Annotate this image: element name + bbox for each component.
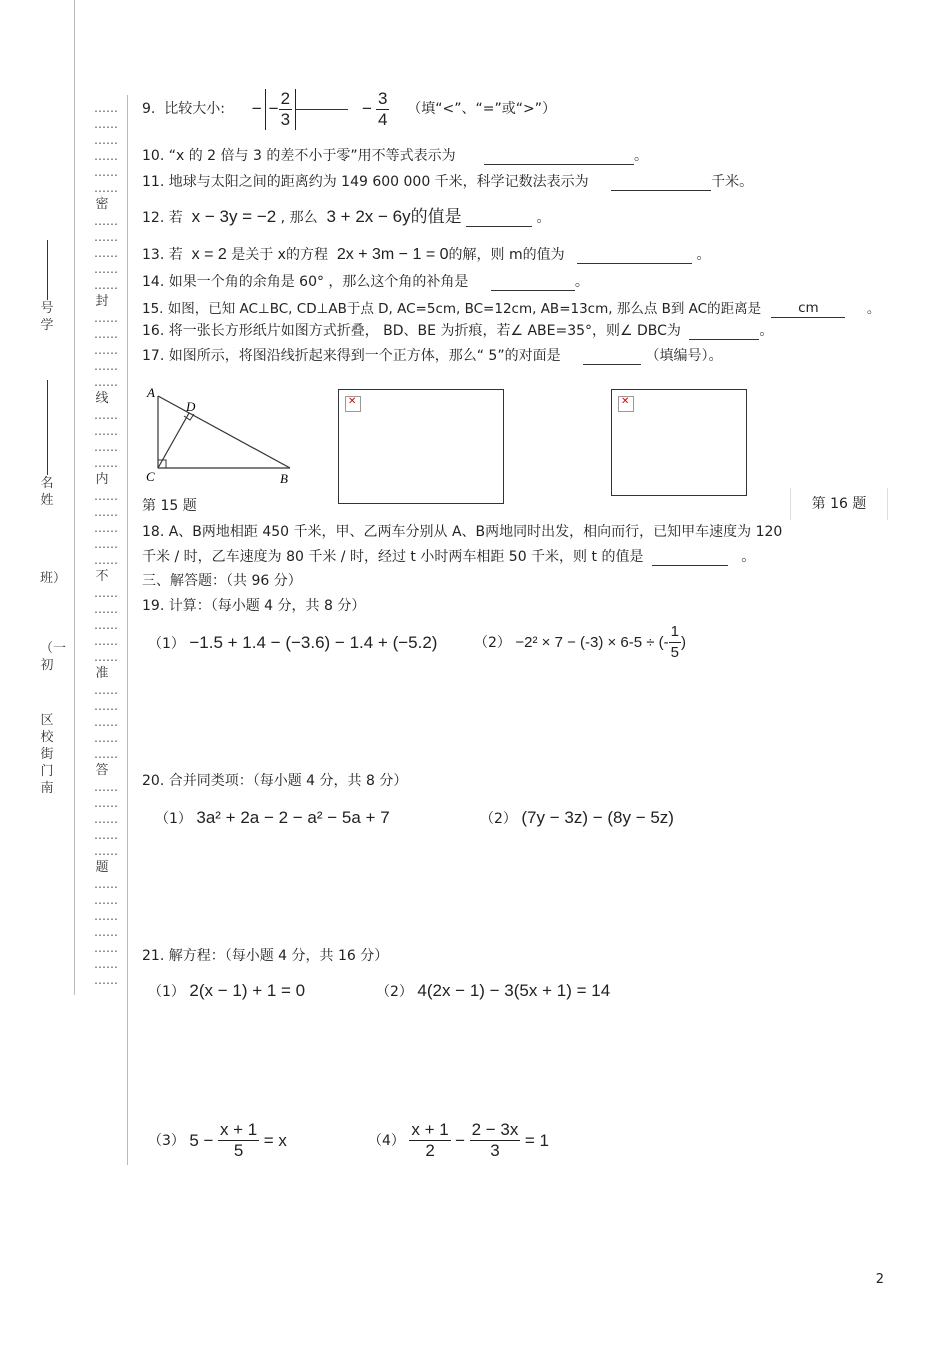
question-12: 12. 若 x − 3y = −2 , 那么 3 + 2x − 6y的值是 。 [142,207,551,227]
margin-label-grade: （一初 [40,641,67,673]
figure-16-caption: 第 16 题 [790,488,888,520]
question-14: 14. 如果一个角的余角是 60° ，那么这个角的补角是 。 [142,274,589,290]
answer-blank-16[interactable] [689,339,759,340]
seal-char: 不 [95,569,109,584]
question-19-part1: （1） −1.5 + 1.4 − (−3.6) − 1.4 + (−5.2) [148,633,438,652]
answer-blank-12[interactable] [466,226,532,227]
margin-label-school: 区校街门南 [40,713,54,796]
answer-blank-10[interactable] [484,164,634,165]
question-18-line2: 千米 / 时，乙车速度为 80 千米 / 时，经过 t 小时两车相距 50 千米，则 t 的值是 。 [142,549,756,565]
question-16: 16. 将一张长方形纸片如图方式折叠， BD、BE 为折痕，若∠ ABE=35°，则∠ DBC为 。 [142,323,774,339]
answer-blank-9[interactable] [296,109,348,110]
question-19-title: 19. 计算：（每小题 4 分，共 8 分） [142,598,366,614]
margin-line-right [127,95,128,1165]
vertex-c-label: C [146,469,155,484]
question-13: 13. 若 x = 2 是关于 x的方程 2x + 3m − 1 = 0的解，则 m的值为 。 [142,246,711,263]
margin-label-student-number: 号学 [40,240,54,334]
vertex-b-label: B [280,471,288,486]
margin-label-name: 名姓 [40,380,54,509]
page-number: 2 [875,1272,884,1287]
question-21-title: 21. 解方程：（每小题 4 分，共 16 分） [142,948,389,964]
vertex-d-label: D [186,399,196,414]
answer-blank-13[interactable] [577,263,692,264]
section-3-title: 三、解答题：（共 96 分） [142,573,302,589]
question-21-part1: （1） 2(x − 1) + 1 = 0 [148,981,306,1000]
seal-char: 准 [95,666,109,681]
question-20-part2: （2） (7y − 3z) − (8y − 5z) [480,808,674,827]
answer-blank-18[interactable] [652,565,728,566]
figure-16-image [338,389,504,504]
question-20-title: 20. 合并同类项：（每小题 4 分，共 8 分） [142,773,408,789]
figure-17-image [611,389,747,496]
question-11: 11. 地球与太阳之间的距离约为 149 600 000 千米，科学记数法表示为 千米。 [142,174,754,190]
seal-char: 密 [95,197,109,212]
margin-label-class: 班） [40,571,67,586]
seal-char: 答 [95,763,109,778]
question-10: 10. “x 的 2 倍与 3 的差不小于零”用不等式表示为 。 [142,148,649,164]
seal-char: 封 [95,294,109,309]
answer-blank-17[interactable] [583,364,641,365]
question-18-line1: 18. A、B两地相距 450 千米，甲、乙两车分别从 A、B两地同时出发，相向而行，已知甲车速度为 120 [142,524,783,540]
question-21-part2: （2） 4(2x − 1) − 3(5x + 1) = 14 [376,981,611,1000]
margin-line-left [74,0,75,995]
question-21-part4: （4） $\frac{x + 1}{2}$ − $\frac{2 - 3x}{3}$ = 1 [368,1120,549,1160]
question-17: 17. 如图所示，将图沿线折起来得到一个正方体，那么“ 5”的对面是 （填编号）。 [142,348,723,364]
seal-char: 内 [95,472,109,487]
question-9: 9. 比较大小: − − $\frac{2}{3}$ − $\frac{3}{4}$ （填“<”、“=”或“>”） [142,88,556,129]
seal-column: …… …… …… …… …… …… 密 …… …… …… …… …… 封 …… …… …… …… …… 线 …… …… …… …… 内 …… …… …… …… …… 不 …… …… …… …… …… 准 …… …… …… …… …… 答 …… …… …… …… …… 题 …… …… …… …… …… …… …… [94,101,118,987]
answer-blank-15[interactable]: cm [771,299,845,318]
question-19-part2: （2） −2² × 7 − (-3) × 6-5 ÷ (- $\frac{1}{5}$ ) [474,623,687,661]
question-21-part3: （3） 5 − $\frac{x + 1}{5}$ = x [148,1120,287,1160]
answer-blank-14[interactable] [491,290,575,291]
vertex-a-label: A [147,385,155,400]
question-20-part1: （1） 3a² + 2a − 2 − a² − 5a + 7 [155,808,390,827]
answer-blank-11[interactable] [611,190,711,191]
figure-15-caption: 第 15 题 [142,498,197,514]
question-15: 15. 如图，已知 AC⊥BC, CD⊥AB于点 D, AC=5cm, BC=12cm, AB=13cm, 那么点 B到 AC的距离是 cm 。 [142,300,881,317]
figure-15-triangle [142,384,302,492]
seal-char: 线 [95,391,109,406]
seal-char: 题 [95,860,109,875]
broken-image-icon [345,396,361,412]
broken-image-icon [618,396,634,412]
